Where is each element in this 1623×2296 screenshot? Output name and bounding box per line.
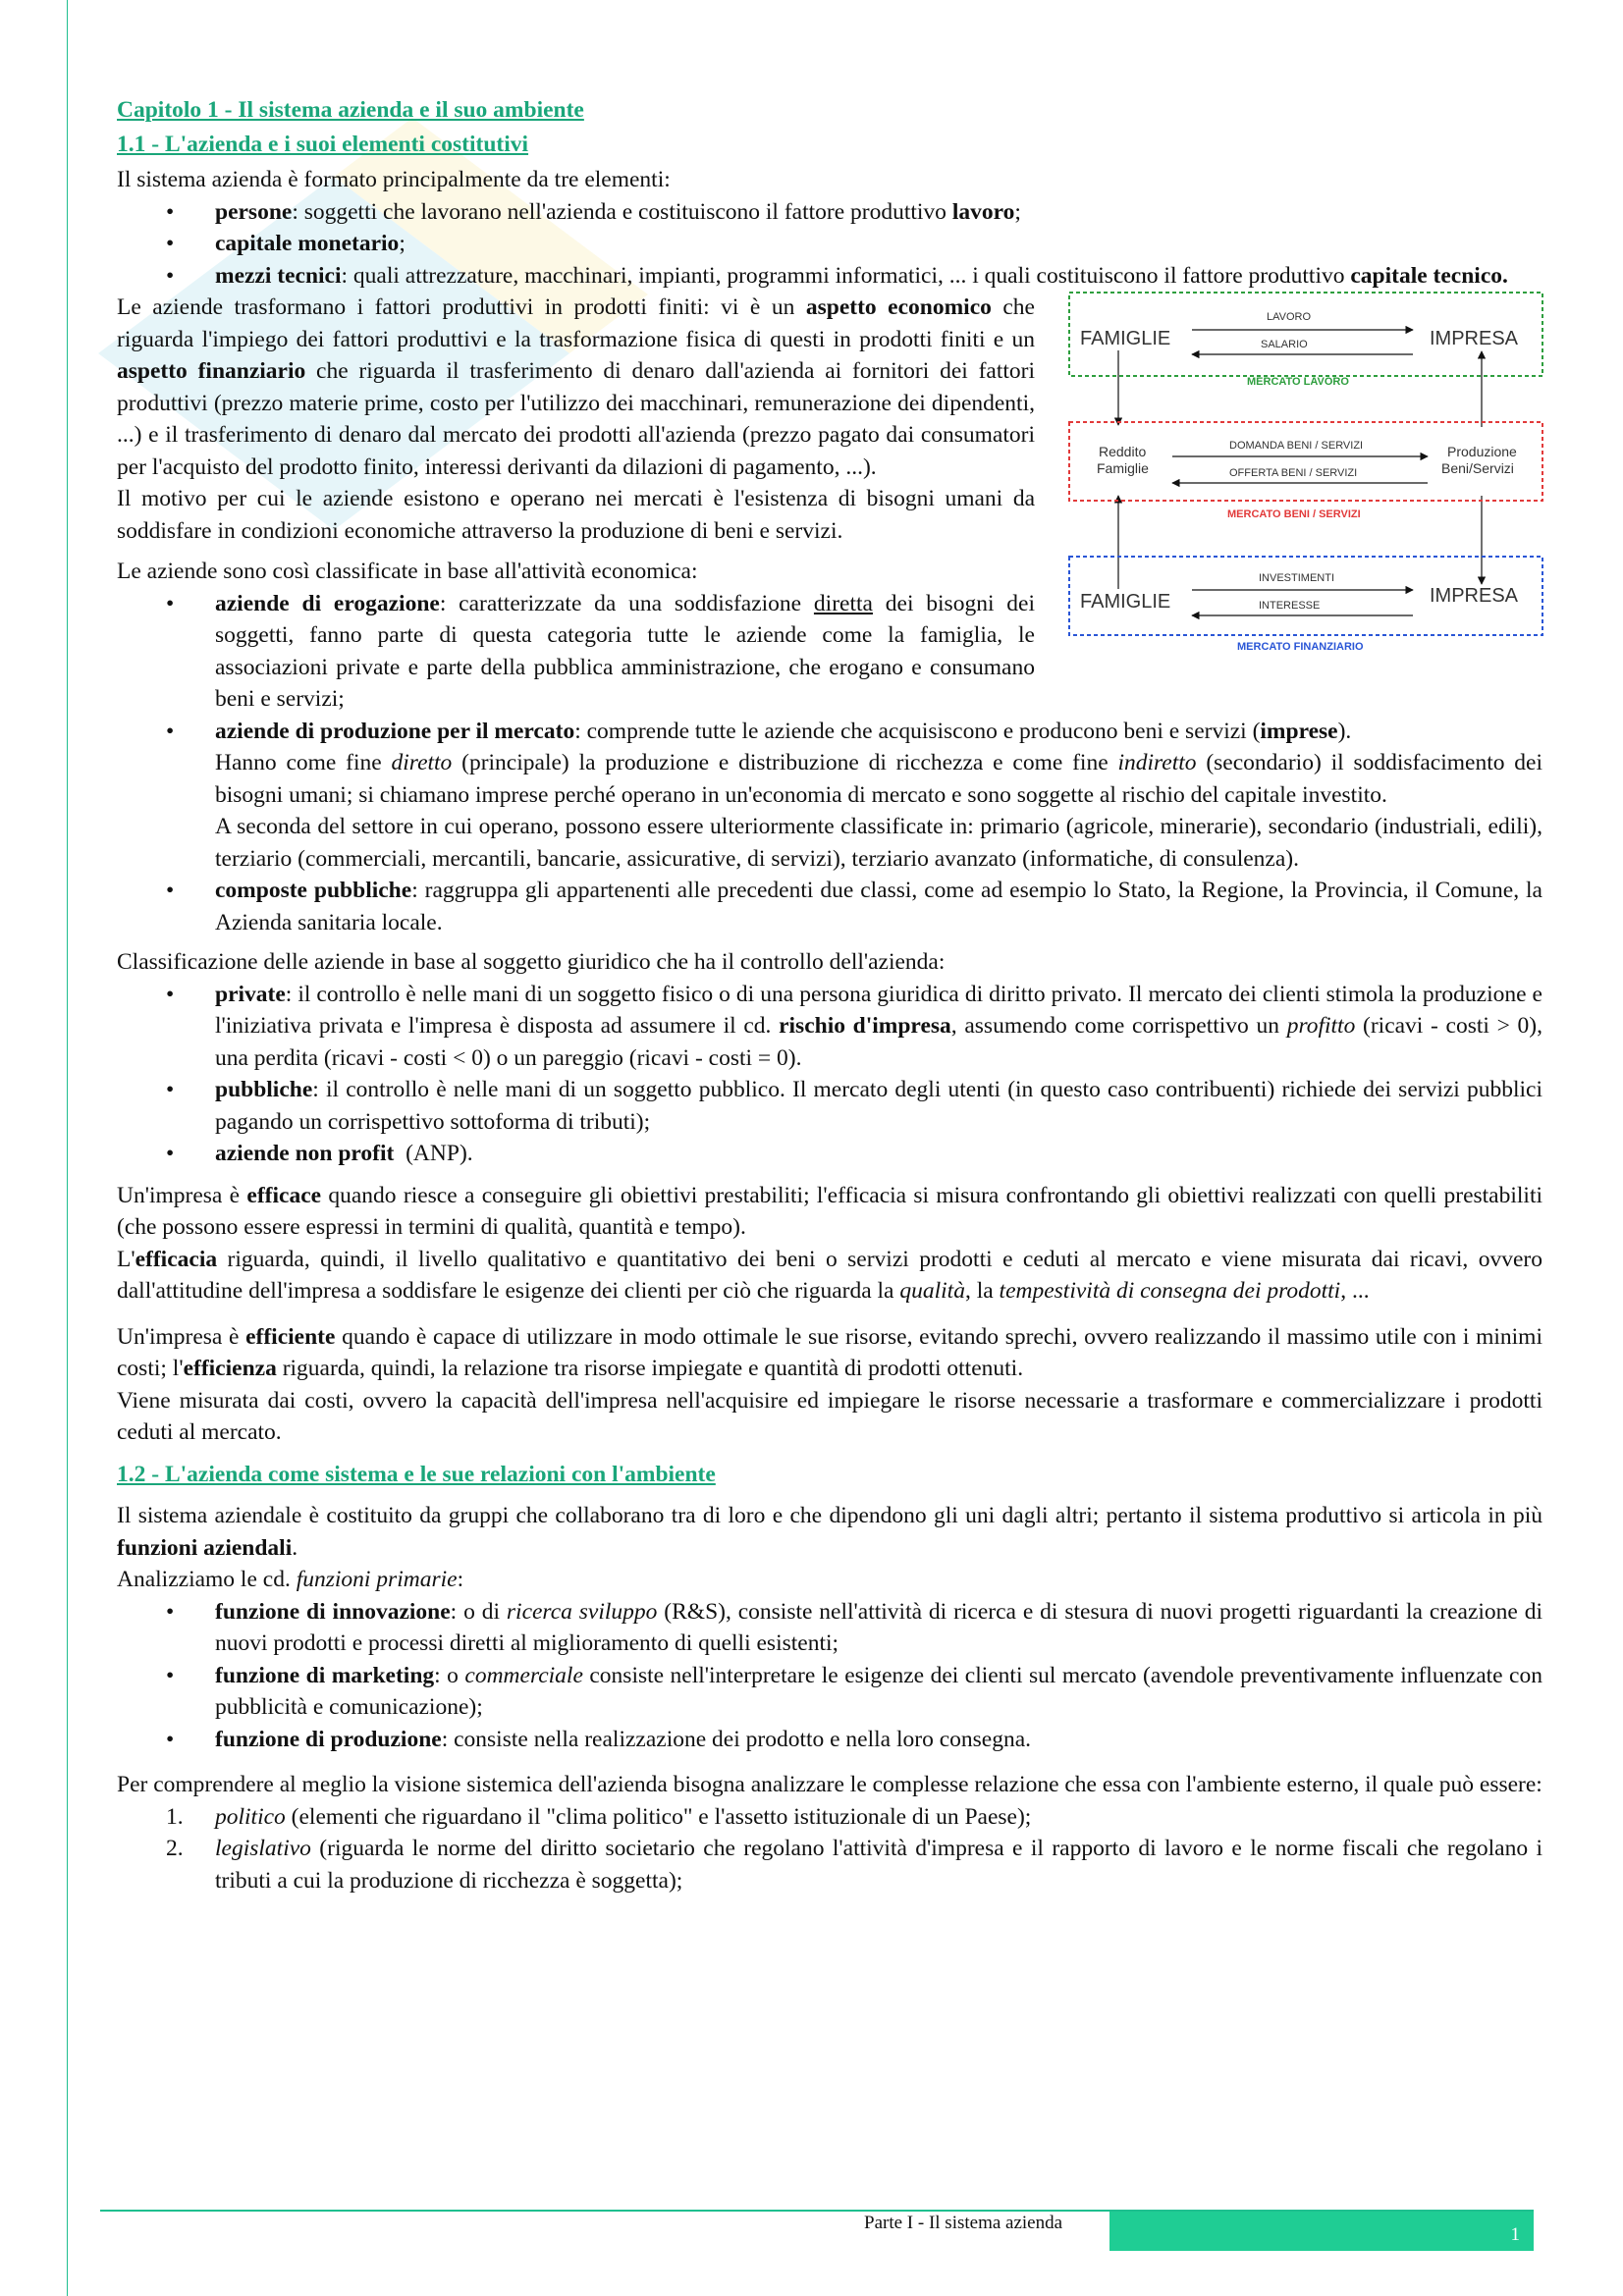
intro-paragraph: Il sistema azienda è formato principalmente da tre elementi: bbox=[117, 167, 671, 192]
list-item: • mezzi tecnici: quali attrezzature, macchinari, impianti, programmi informatici, ... i quali costituiscono il fattore produttivo capitale tecnico. bbox=[166, 262, 1508, 289]
footer-page-box bbox=[1109, 2212, 1534, 2251]
elements-list bbox=[117, 196, 1542, 293]
page-content bbox=[117, 94, 1542, 1896]
functions-list bbox=[117, 1596, 1542, 1756]
list-item: • funzione di marketing: o commerciale consiste nell'interpretare le esigenze dei clienti sul mercato (avendole preventivamente influenzate con pubblicità e comunicazione); bbox=[166, 1662, 1542, 1720]
page-left-rule bbox=[67, 0, 68, 2296]
domanda-label: DOMANDA BENI / SERVIZI bbox=[1229, 440, 1364, 452]
list-item: • private: il controllo è nelle mani di un soggetto fisico o di una persona giuridica di diritto privato. Il mercato dei clienti stimola la produzione e l'iniziativa privata e l'impresa è disposta ad assumere il cd. rischio d'impresa, assumendo come corrispettivo un profitto (ricavi - costi > 0), una perdita (ricavi - costi < 0) o un pareggio (ricavi - costi = 0). bbox=[166, 981, 1542, 1071]
famiglie-label-bottom: FAMIGLIE bbox=[1080, 591, 1171, 613]
list-item: • aziende di erogazione: caratterizzate da una soddisfazione diretta dei bisogni dei soggetti, fanno parte di questa categoria tutte le aziende come la famiglia, le associazioni private e parte della pubblica amministrazione, che erogano e consumano beni e servizi; bbox=[166, 590, 1035, 712]
chapter-title: Capitolo 1 - Il sistema azienda e il suo ambiente bbox=[117, 97, 584, 123]
paragraph-efficace: Un'impresa è efficace quando riesce a conseguire gli obiettivi prestabiliti; l'efficacia si misura confrontando gli obiettivi realizzati con quelli prestabiliti (che possono essere espressi in termini di qualità, quantità e tempo). bbox=[117, 1182, 1543, 1240]
list-item: 2. legislativo (riguarda le norme del diritto societario che regolano l'attività d'impresa e il rapporto di lavoro e le norme fiscali che regolano i tributi a cui la produzione di ricchezza è soggetta); bbox=[166, 1836, 1542, 1894]
section-title-1-2: 1.2 - L'azienda come sistema e le sue relazioni con l'ambiente bbox=[117, 1461, 716, 1487]
page-number: 1 bbox=[1510, 2224, 1520, 2245]
impresa-label-bottom: IMPRESA bbox=[1430, 585, 1519, 607]
impresa-label-top: IMPRESA bbox=[1430, 328, 1519, 349]
list-item: • pubbliche: il controllo è nelle mani di un soggetto pubblico. Il mercato degli utenti (in questo caso contribuenti) richiede dei servizi pubblici pagando un corrispettivo sottoforma di tributi); bbox=[166, 1077, 1542, 1135]
investimenti-label: INVESTIMENTI bbox=[1259, 572, 1335, 584]
list-item: • funzione di produzione: consiste nella realizzazione dei prodotto e nella loro consegna. bbox=[166, 1726, 1032, 1752]
mercato-beni-label: MERCATO BENI / SERVIZI bbox=[1227, 508, 1361, 520]
footer-title: Parte I - Il sistema azienda bbox=[864, 2213, 1063, 2233]
lavoro-label: LAVORO bbox=[1267, 311, 1312, 323]
environment-list bbox=[117, 1801, 1542, 1897]
juridical-list bbox=[117, 979, 1542, 1170]
classification-intro: Le aziende sono così classificate in base all'attività economica: bbox=[117, 559, 698, 584]
offerta-label: OFFERTA BENI / SERVIZI bbox=[1229, 467, 1358, 479]
paragraph-efficacia: L'efficacia riguarda, quindi, il livello qualitativo e quantitativo dei beni o servizi prodotti e ceduti al mercato e viene misurata dai ricavi, ovvero dall'attitudine dell'impresa a soddisfare le esigenze dei clienti per ciò che riguarda la qualità, la tempestività di consegna dei prodotti, ... bbox=[117, 1246, 1542, 1304]
list-item: • aziende di produzione per il mercato: comprende tutte le aziende che acquisiscono e producono beni e servizi (imprese). Hanno come fine diretto (principale) la produzione e distribuzione di ricchezza e come fine indiretto (secondario) il soddisfacimento dei bisogni umani; si chiamano imprese perché operano in un'economia di mercato e sono soggette al rischio del capitale investito. A seconda del settore in cui operano, possono essere ulteriormente classificate in: primario (agricole, minerarie), secondario (industriali, edili), terziario (commerciali, mercantili, bancarie, assicurative, di servizi), terziario avanzato (informatiche, di consulenza). bbox=[117, 716, 1542, 876]
produzione-label-2: Beni/Servizi bbox=[1441, 460, 1514, 476]
produzione-label-1: Produzione bbox=[1447, 444, 1517, 459]
paragraph-costi: Viene misurata dai costi, ovvero la capacità dell'impresa nell'acquisire ed impiegare le risorse necessarie a trasformare e commercializzare i prodotti ceduti al mercato. bbox=[117, 1387, 1542, 1445]
reddito-label-1: Reddito bbox=[1099, 444, 1147, 459]
paragraph-trasformazione: Le aziende trasformano i fattori produttivi in prodotti finiti: vi è un aspetto economico che riguarda l'impiego dei fattori produttivi e la trasformazione fisica di questi in prodotti finiti e un aspetto finanziario che riguarda il trasferimento di denaro dall'azienda ai fornitori dei fattori produttivi (prezzo materie prime, costo per l'utilizzo dei macchinari, remunerazione dei dipendenti, ...) e il trasferimento di denaro dal mercato dei prodotti all'azienda (prezzo pagato dai consumatori per l'acquisto del prodotto finito, interessi derivanti da dilazioni di pagamento, ...). bbox=[117, 294, 1035, 480]
salario-label: SALARIO bbox=[1261, 339, 1308, 350]
section-title-1-1: 1.1 - L'azienda e i suoi elementi costitutivi bbox=[117, 131, 529, 157]
paragraph-motivo: Il motivo per cui le aziende esistono e operano nei mercati è l'esistenza di bisogni umani da soddisfare in condizioni economiche attraverso la produzione di beni e servizi. bbox=[117, 486, 1035, 544]
settore-paragraph: A seconda del settore in cui operano, possono essere ulteriormente classificate in: primario (agricole, minerarie), secondario (industriali, edili), terziario (commerciali, mercantili, bancarie, assicurative, di servizi), terziario avanzato (informatiche, di consulenza). bbox=[215, 814, 1542, 872]
paragraph-sistema: Il sistema aziendale è costituito da gruppi che collaborano tra di loro e che dipendono gli uni dagli altri; pertanto il sistema produttivo si articola in più funzioni aziendali. bbox=[117, 1503, 1542, 1561]
paragraph-funzioni-intro: Analizziamo le cd. funzioni primarie: bbox=[117, 1567, 464, 1592]
juridical-intro: Classificazione delle aziende in base al soggetto giuridico che ha il controllo dell'azienda: bbox=[117, 949, 946, 975]
reddito-label-2: Famiglie bbox=[1097, 460, 1149, 476]
famiglie-label-top: FAMIGLIE bbox=[1080, 328, 1171, 349]
list-item: • capitale monetario; bbox=[166, 231, 406, 256]
paragraph-efficiente: Un'impresa è efficiente quando è capace di utilizzare in modo ottimale le sue risorse, evitando sprechi, ovvero realizzando il massimo utile con i minimi costi; l'efficienza riguarda, quindi, la relazione tra risorse impiegate e quantità di prodotti ottenuti. bbox=[117, 1323, 1542, 1381]
list-item: • aziende non profit (ANP). bbox=[166, 1141, 473, 1166]
paragraph-ambiente: Per comprendere al meglio la visione sistemica dell'azienda bisogna analizzare le complesse relazione che essa con l'ambiente esterno, il quale può essere: bbox=[117, 1772, 1542, 1797]
list-item: • funzione di innovazione: o di ricerca sviluppo (R&S), consiste nell'attività di ricerca e di stesura di nuovi progetti riguardanti la creazione di nuovi prodotti e processi diretti al miglioramento di quelli esistenti; bbox=[166, 1598, 1543, 1656]
classification-list bbox=[117, 588, 1542, 939]
fine-paragraph: Hanno come fine diretto (principale) la produzione e distribuzione di ricchezza e come fine indiretto (secondario) il soddisfacimento dei bisogni umani; si chiamano imprese perché operano in un'economia di mercato e sono soggette al rischio del capitale investito. bbox=[215, 750, 1543, 808]
interesse-label: INTERESSE bbox=[1259, 600, 1321, 612]
mercato-fin-label: MERCATO FINANZIARIO bbox=[1237, 641, 1364, 653]
mercato-lavoro-label: MERCATO LAVORO bbox=[1247, 376, 1349, 388]
list-item: • composte pubbliche: raggruppa gli appartenenti alle precedenti due classi, come ad esempio lo Stato, la Regione, la Provincia, il Comune, la Azienda sanitaria locale. bbox=[166, 878, 1542, 935]
list-item: 1. politico (elementi che riguardano il "clima politico" e l'assetto istituzionale di un Paese); bbox=[166, 1803, 1032, 1830]
list-item: • persone: soggetti che lavorano nell'azienda e costituiscono il fattore produttivo lavoro; bbox=[166, 198, 1021, 225]
